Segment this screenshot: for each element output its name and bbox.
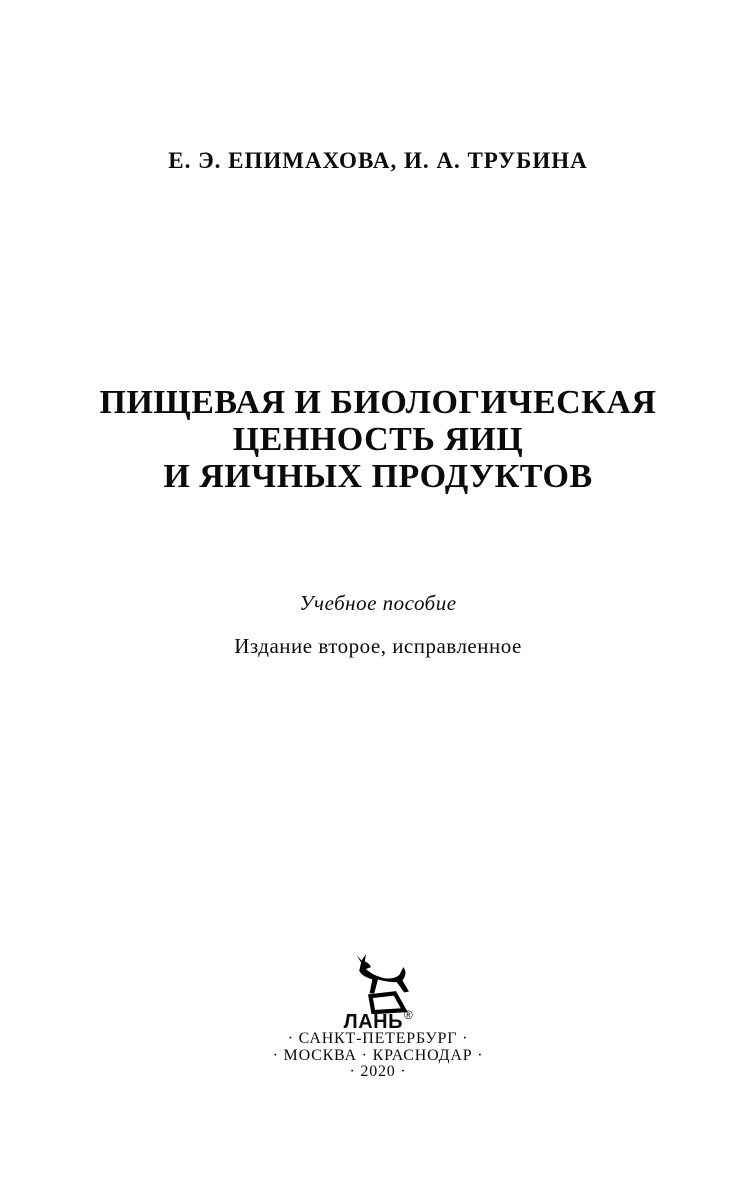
publisher-city-line-1: · САНКТ-ПЕТЕРБУРГ · — [287, 1030, 469, 1047]
book-title-line-1: ПИЩЕВАЯ И БИОЛОГИЧЕСКАЯ — [99, 384, 657, 421]
book-title — [0, 384, 756, 495]
publisher-logo-text-row — [0, 1008, 756, 1033]
subtitle: Учебное пособие — [299, 591, 457, 615]
publisher-logo-block — [0, 954, 756, 1032]
publisher-city-line-2: · МОСКВА · КРАСНОДАР · — [272, 1046, 484, 1064]
publisher-imprint — [0, 1031, 756, 1081]
book-title-line-2: ЦЕННОСТЬ ЯИЦ — [232, 421, 524, 458]
edition-note: Издание второе, исправленное — [234, 634, 522, 658]
publication-year: · 2020 · — [349, 1063, 407, 1080]
registered-trademark-icon: ® — [403, 1008, 414, 1022]
publisher-logo-text: ЛАНЬ — [343, 1011, 403, 1033]
authors-line: Е. Э. ЕПИМАХОВА, И. А. ТРУБИНА — [168, 148, 588, 173]
book-title-line-3: И ЯИЧНЫХ ПРОДУКТОВ — [163, 458, 593, 495]
